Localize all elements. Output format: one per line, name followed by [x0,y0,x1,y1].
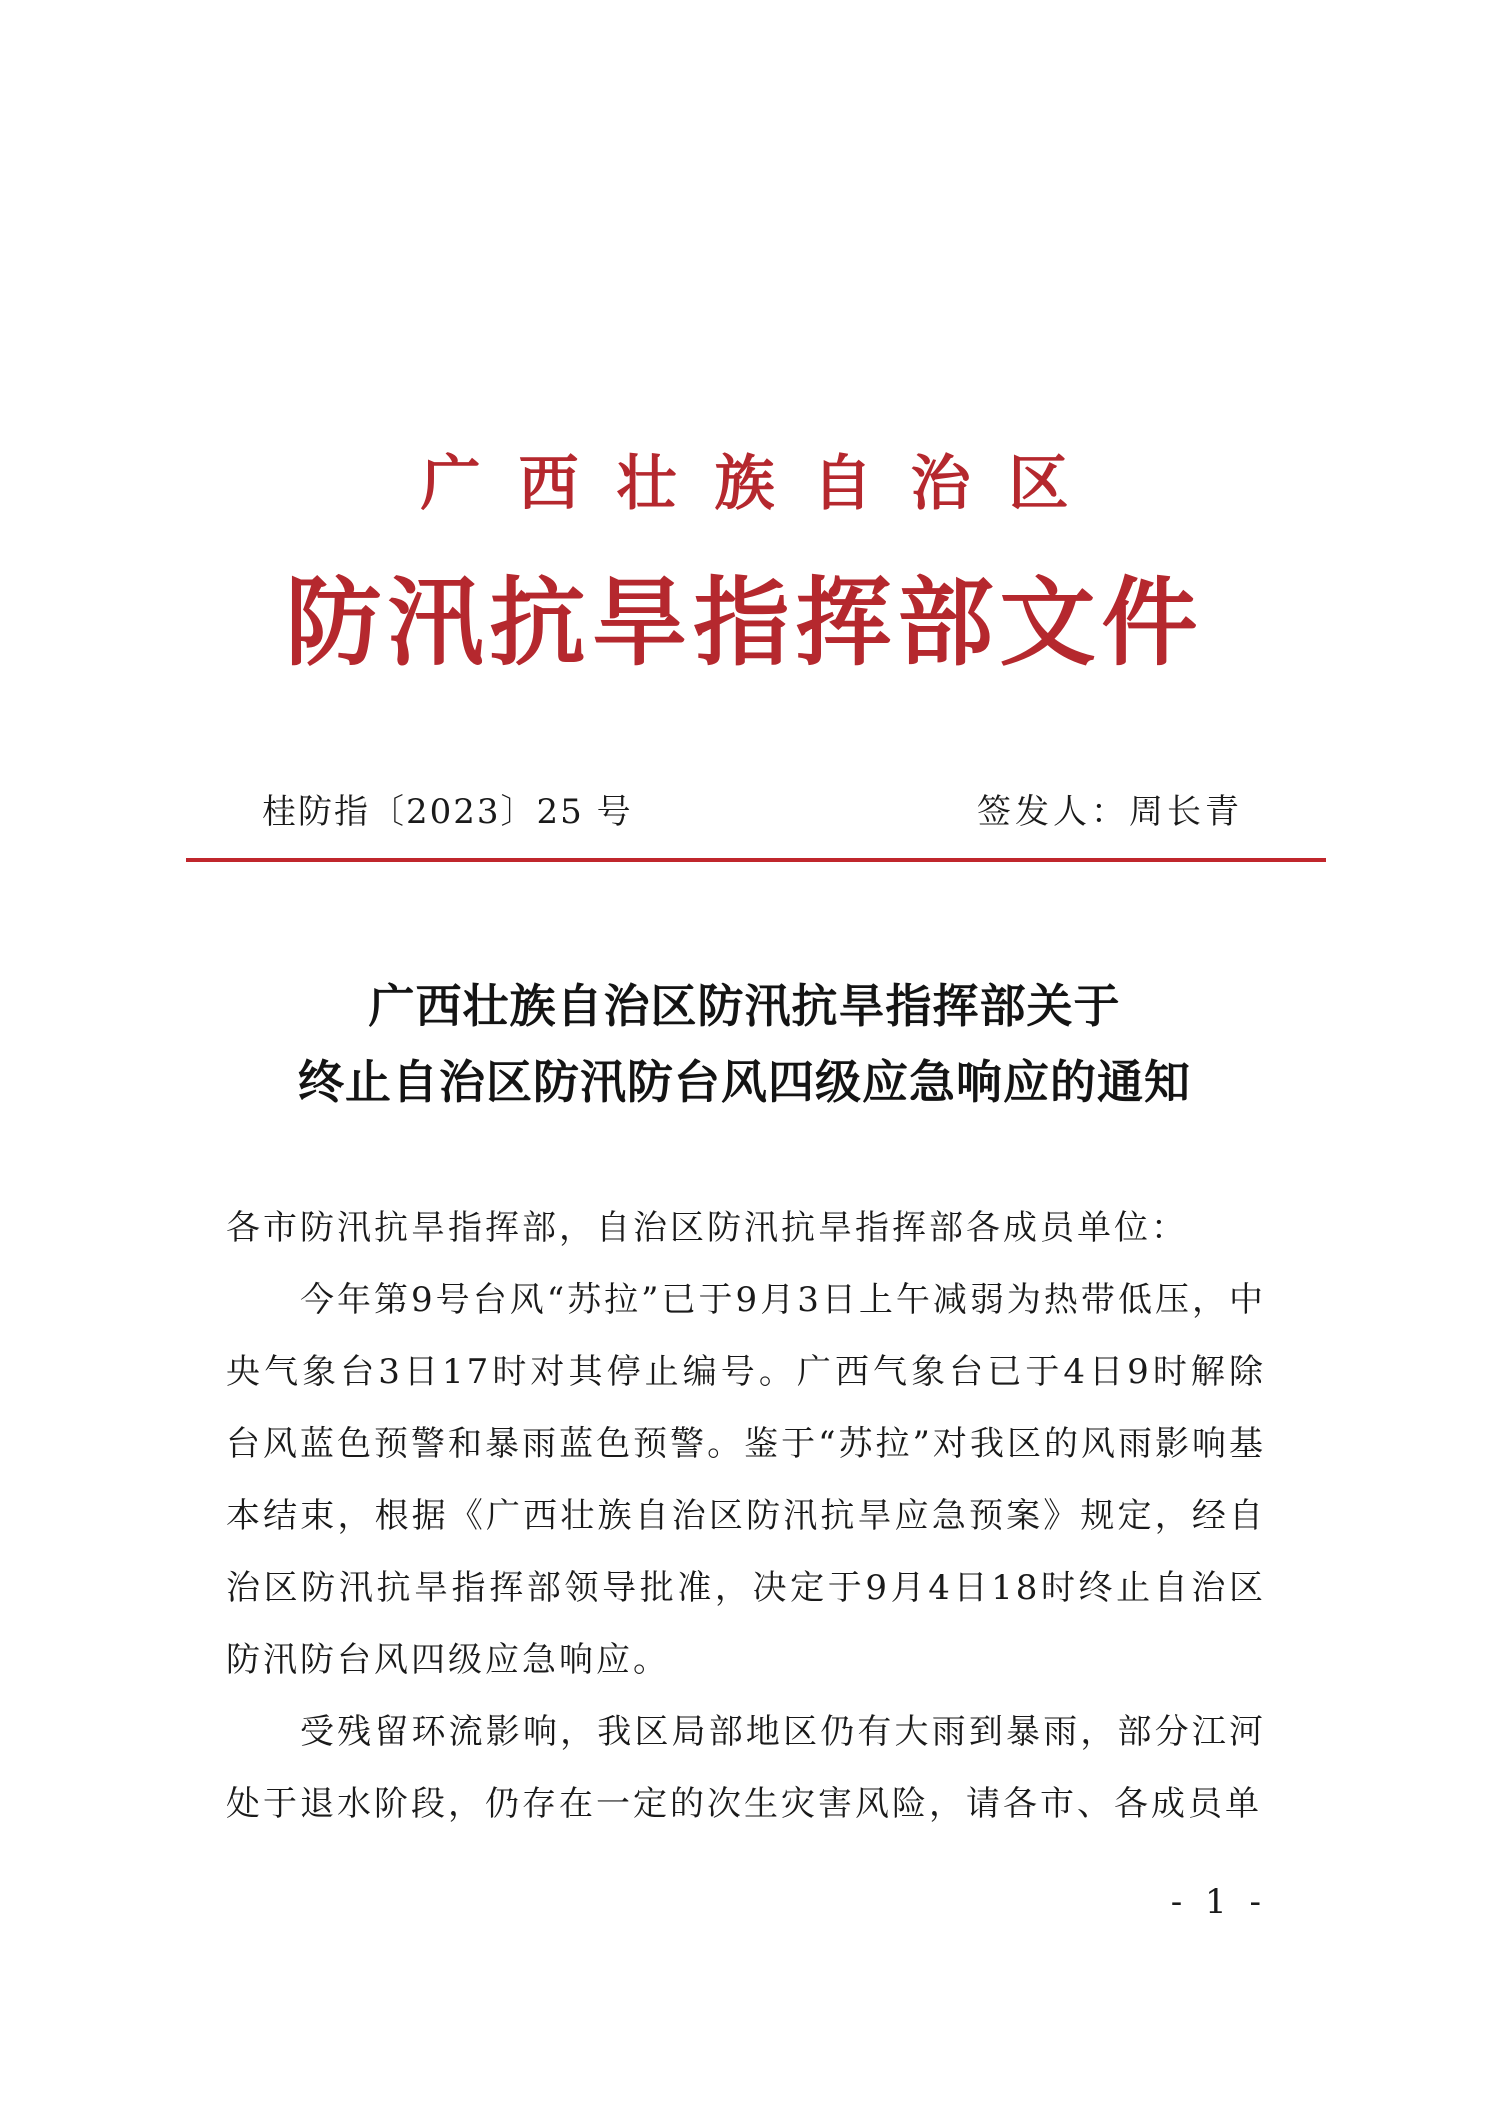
signer: 签发人：周长青 [977,792,1243,832]
body-paragraph-2: 受残留环流影响，我区局部地区仍有大雨到暴雨，部分江河处于退水阶段，仍存在一定的次生灾害风险，请各市、各成员单 [226,1712,1266,1824]
page-number: - 1 - [1170,1882,1267,1922]
notice-title [0,968,1489,1120]
body-paragraph-1: 今年第9号台风“苏拉”已于9月3日上午减弱为热带低压，中央气象台3日17时对其停止编号。广西气象台已于4日9时解除台风蓝色预警和暴雨蓝色预警。鉴于“苏拉”对我区的风雨影响基本结束，根据《广西壮族自治区防汛抗旱应急预案》规定，经自治区防汛抗旱指挥部领导批准，决定于9月4日18时终止自治区防汛防台风四级应急响应。 [226,1280,1266,1680]
document-number: 桂防指〔2023〕25 号 [262,792,633,832]
notice-title-line-1: 广西壮族自治区防汛抗旱指挥部关于 [368,979,1121,1033]
issuer-name: 广西壮族自治区 [420,449,1107,519]
red-divider-line [186,858,1326,862]
notice-body [226,1192,1266,1840]
document-type-heading: 防汛抗旱指挥部文件 [285,566,1204,679]
salutation: 各市防汛抗旱指挥部，自治区防汛抗旱指挥部各成员单位： [226,1208,1188,1248]
notice-title-line-2: 终止自治区防汛防台风四级应急响应的通知 [298,1055,1191,1109]
